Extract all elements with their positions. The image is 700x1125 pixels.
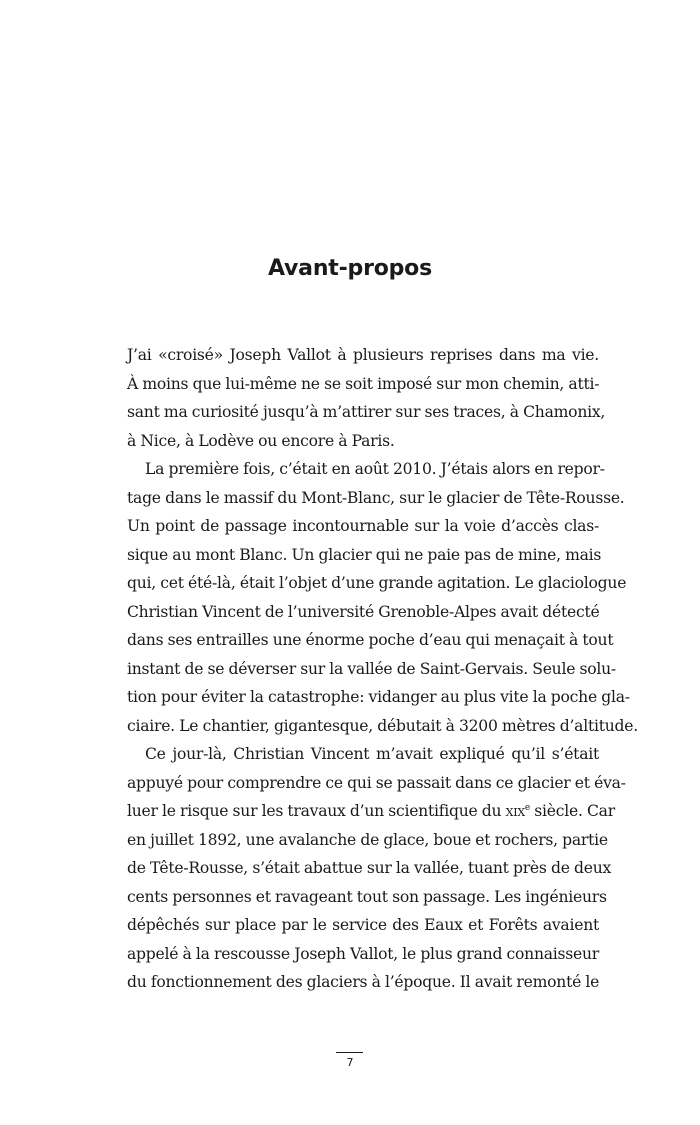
text-line: ciaire. Le chantier, gigantesque, débutait à 3200 mètres d’altitude. (127, 716, 638, 735)
text-line: de Tête-Rousse, s’était abattue sur la vallée, tuant près de deux (127, 859, 612, 877)
text-line: Christian Vincent de l’université Grenoble-Alpes avait détecté (127, 602, 600, 621)
century-numeral: xix (505, 802, 525, 820)
text-line: tage dans le massif du Mont-Blanc, sur le glacier de Tête-Rousse. (127, 488, 625, 507)
text-line: J’ai «croisé» Joseph Vallot à plusieurs reprises dans ma vie. (127, 346, 599, 364)
text-line: du fonctionnement des glaciers à l’époque. Il avait remonté le (127, 973, 600, 991)
text-line: dépêchés sur place par le service des Eaux et Forêts avaient (127, 916, 599, 934)
century-superscript: e (524, 802, 530, 813)
text-line: Un point de passage incontournable sur la voie d’accès clas- (127, 517, 599, 535)
text-fragment: siècle. Car (529, 802, 615, 820)
text-line: en juillet 1892, une avalanche de glace, boue et rochers, partie (127, 830, 608, 849)
text-fragment: luer le risque sur les travaux d’un scientifique du (127, 802, 506, 820)
text-line: appelé à la rescousse Joseph Vallot, le plus grand connaisseur (127, 944, 599, 963)
folio-rule (336, 1052, 363, 1053)
text-line: tion pour éviter la catastrophe: vidanger au plus vite la poche gla- (127, 688, 630, 706)
text-line: dans ses entrailles une énorme poche d’eau qui menaçait à tout (127, 631, 614, 649)
text-line-century (127, 797, 615, 826)
page-number: 7 (346, 1056, 354, 1069)
text-line: sique au mont Blanc. Un glacier qui ne paie pas de mine, mais (127, 545, 602, 564)
text-line: À moins que lui-même ne se soit imposé sur mon chemin, atti- (127, 374, 600, 393)
text-line: à Nice, à Lodève ou encore à Paris. (127, 431, 395, 450)
page-title: Avant-propos (267, 256, 432, 281)
text-line: La première fois, c’était en août 2010. J’étais alors en repor- (145, 460, 605, 478)
text-line: sant ma curiosité jusqu’à m’attirer sur ses traces, à Chamonix, (127, 403, 606, 421)
text-line: cents personnes et ravageant tout son passage. Les ingénieurs (127, 887, 607, 906)
text-line: instant de se déverser sur la vallée de Saint-Gervais. Seule solu- (127, 659, 616, 678)
body-text (127, 341, 638, 997)
text-line: qui, cet été-là, était l’objet d’une grande agitation. Le glaciologue (127, 574, 627, 592)
text-line: appuyé pour comprendre ce qui se passait dans ce glacier et éva- (127, 773, 626, 792)
text-line: Ce jour-là, Christian Vincent m’avait expliqué qu’il s’était (145, 745, 599, 763)
